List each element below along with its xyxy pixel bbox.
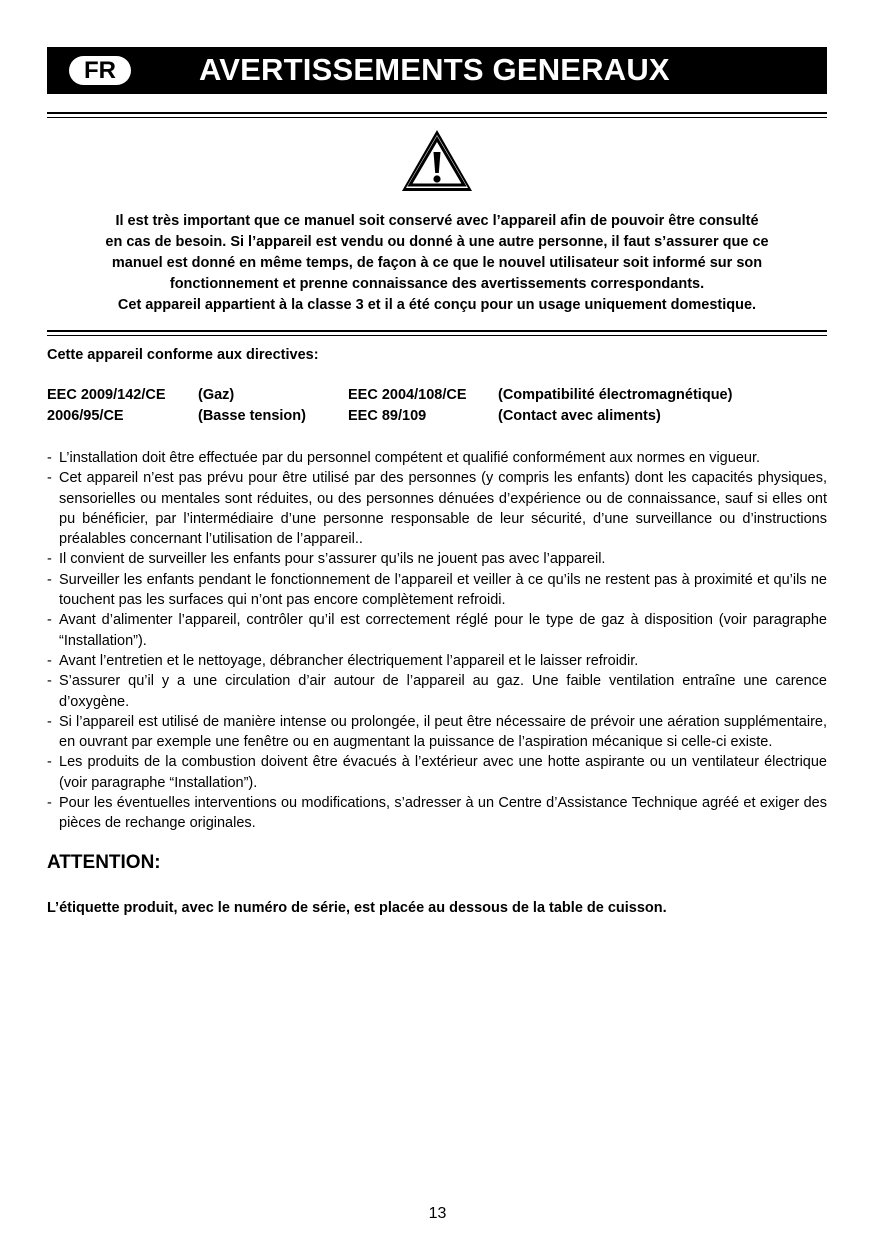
- page: [47, 47, 827, 916]
- language-badge: FR: [69, 56, 131, 85]
- page-number: 13: [428, 1205, 447, 1222]
- directives-table: [47, 385, 827, 427]
- list-item: [47, 651, 827, 671]
- warning-triangle-icon: [47, 128, 827, 194]
- directive-desc: (Gaz): [198, 387, 235, 403]
- list-item: [47, 570, 827, 611]
- page-title: AVERTISSEMENTS GENERAUX: [199, 52, 670, 87]
- intro-line: fonctionnement et prenne connaissance des avertissements correspondants.: [169, 276, 705, 292]
- list-item: [47, 671, 827, 712]
- dash: -: [47, 673, 52, 690]
- dash: -: [47, 450, 52, 466]
- list-item-text: Il convient de surveiller les enfants pour s’assurer qu’ils ne jouent pas avec l’appareil.: [59, 551, 606, 568]
- intro-warning: [47, 211, 827, 316]
- list-item-text: Cet appareil n’est pas prévu pour être utilisé par des personnes (y compris les enfants) dont les capacités physiques, sensorielles ou mentales sont réduites, ou des personnes dénuées d’expérience ou de connaissance, sauf si elles ont pu bénéficier, par l’intermédiaire d’une personne responsable de leur sécurité, d’une surveillance ou d’instructions préalables concernant l’utilisation de l’appareil..: [59, 470, 827, 548]
- directive-desc: (Compatibilité électromagnétique): [498, 387, 733, 403]
- dash: -: [47, 571, 52, 588]
- intro-line: manuel est donné en même temps, de façon à ce que le nouvel utilisateur soit informé sur son: [111, 255, 763, 271]
- top-divider: [47, 112, 827, 118]
- list-item-text: Avant l’entretien et le nettoyage, débrancher électriquement l’appareil et le laisser refroidir.: [59, 652, 639, 669]
- list-item-text: Surveiller les enfants pendant le fonctionnement de l’appareil et veiller à ce qu’ils ne restent pas à proximité et qu’ils ne touchent pas les surfaces qui n’ont pas encore complètement refroidi.: [59, 571, 827, 609]
- list-item-text: Pour les éventuelles interventions ou modifications, s’adresser à un Centre d’Assistance Technique agréé et exiger des pièces de rechange originales.: [59, 795, 827, 832]
- list-item-text: S’assurer qu’il y a une circulation d’air autour de l’appareil au gaz. Une faible ventilation entraîne une carence d’oxygène.: [59, 673, 827, 710]
- header-bar: [47, 47, 827, 94]
- intro-line: Il est très important que ce manuel soit conservé avec l’appareil afin de pouvoir être consulté: [115, 213, 759, 229]
- list-item: [47, 549, 827, 569]
- directive-code: 2006/95/CE: [47, 408, 124, 424]
- list-item: [47, 712, 827, 753]
- dash: -: [47, 551, 52, 568]
- list-item: [47, 610, 827, 651]
- list-item-text: Les produits de la combustion doivent être évacués à l’extérieur avec une hotte aspirante ou un ventilateur électrique (voir paragraphe “Installation”).: [59, 754, 827, 791]
- list-item: [47, 448, 827, 468]
- list-item: [47, 752, 827, 793]
- dash: -: [47, 713, 52, 730]
- attention-heading: ATTENTION:: [47, 851, 161, 873]
- directive-row: [47, 385, 827, 406]
- directive-desc: (Basse tension): [198, 408, 306, 424]
- list-item: [47, 468, 827, 549]
- list-item-text: Avant d’alimenter l’appareil, contrôler qu’il est correctement réglé pour le type de gaz à disposition (voir paragraphe “Installation”).: [59, 612, 827, 649]
- dash: -: [47, 612, 52, 629]
- attention-note: L’étiquette produit, avec le numéro de série, est placée au dessous de la table de cuisson.: [47, 899, 667, 916]
- dash: -: [47, 470, 52, 487]
- directive-row: [47, 406, 827, 427]
- directives-heading: Cette appareil conforme aux directives:: [47, 347, 319, 363]
- dash: -: [47, 652, 52, 669]
- list-item: [47, 793, 827, 834]
- intro-line: Cet appareil appartient à la classe 3 et il a été conçu pour un usage uniquement domestique.: [117, 297, 757, 313]
- intro-line: en cas de besoin. Si l’appareil est vendu ou donné à une autre personne, il faut s’assurer que ce: [105, 234, 769, 250]
- bottom-divider: [47, 330, 827, 336]
- list-item-text: L’installation doit être effectuée par du personnel compétent et qualifié conformément aux normes en vigueur.: [59, 450, 760, 466]
- warnings-list: [47, 448, 827, 834]
- dash: -: [47, 795, 52, 812]
- list-item-text: Si l’appareil est utilisé de manière intense ou prolongée, il peut être nécessaire de prévoir une aération supplémentaire, en ouvrant par exemple une fenêtre ou en augmentant la puissance de l’aspiration mécanique si celle-ci existe.: [59, 713, 827, 751]
- directive-code: EEC 89/109: [348, 408, 427, 424]
- directive-desc: (Contact avec aliments): [498, 408, 661, 424]
- directive-code: EEC 2004/108/CE: [348, 387, 467, 403]
- dash: -: [47, 754, 52, 771]
- directive-code: EEC 2009/142/CE: [47, 387, 166, 403]
